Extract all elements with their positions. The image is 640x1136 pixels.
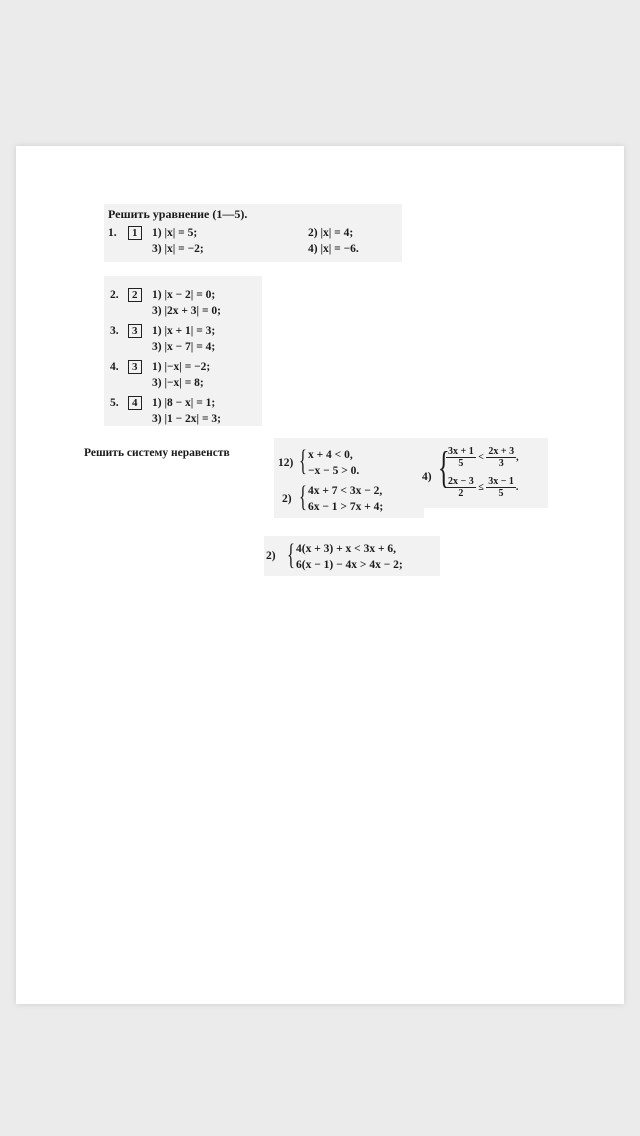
inequality-line: −x − 5 > 0. xyxy=(308,465,360,477)
inequality-line: 6(x − 1) − 4x > 4x − 2; xyxy=(296,559,403,571)
equation-item: 3) |x| = −2; xyxy=(152,243,204,255)
inequality-line-fractions: $\frac{3x + 1}{5}$ < $\frac{2x + 3}{3}$ , xyxy=(448,446,519,469)
problem-box xyxy=(124,396,146,410)
system-label: 12) xyxy=(278,457,294,469)
problem-box xyxy=(124,226,146,240)
equation-item: 1) |x + 1| = 3; xyxy=(152,325,216,337)
inequality-line: 6x − 1 > 7x + 4; xyxy=(308,501,384,513)
section-heading-equations: Решить уравнение (1—5). xyxy=(108,207,248,221)
system-label: 2) xyxy=(282,493,292,505)
brace-icon: { xyxy=(299,444,307,477)
problem-number: 5. xyxy=(110,397,119,409)
difficulty-box: 4 xyxy=(128,396,142,410)
equation-item: 1) |8 − x| = 1; xyxy=(152,397,216,409)
problem-box xyxy=(124,288,146,302)
fraction: $\frac{3x + 1}{5}$ xyxy=(448,446,474,469)
equation-item: 3) |x − 7| = 4; xyxy=(152,341,216,353)
problem-number: 4. xyxy=(110,361,119,373)
equation-item: 2) |x| = 4; xyxy=(308,227,354,239)
system-label: 2) xyxy=(266,550,276,562)
equation-item: 1) |x − 2| = 0; xyxy=(152,289,216,301)
brace-icon: { xyxy=(287,538,295,571)
brace-icon: { xyxy=(438,443,450,492)
inequality-line: x + 4 < 0, xyxy=(308,449,353,461)
inequality-line: 4x + 7 < 3x − 2, xyxy=(308,485,383,497)
inequality-line: 4(x + 3) + x < 3x + 6, xyxy=(296,543,396,555)
difficulty-box: 1 xyxy=(128,226,142,240)
system-label: 4) xyxy=(422,471,432,483)
problem-box xyxy=(124,324,146,338)
document-page xyxy=(16,146,624,1004)
fraction: $\frac{2x - 3}{2}$ xyxy=(448,476,474,499)
inequality-line-fractions: $\frac{2x - 3}{2}$ ≤ $\frac{3x - 1}{5}$ . xyxy=(448,476,519,499)
problem-number: 1. xyxy=(108,227,117,239)
equation-item: 3) |2x + 3| = 0; xyxy=(152,305,221,317)
section-heading-inequalities: Решить систему неравенств xyxy=(84,447,230,459)
equation-item: 3) |1 − 2x| = 3; xyxy=(152,413,221,425)
equation-item: 1) |x| = 5; xyxy=(152,227,198,239)
equation-item: 3) |−x| = 8; xyxy=(152,377,204,389)
problem-box xyxy=(124,360,146,374)
fraction: $\frac{2x + 3}{3}$ xyxy=(488,446,515,469)
brace-icon: { xyxy=(299,480,307,513)
difficulty-box: 2 xyxy=(128,288,142,302)
fraction: $\frac{3x - 1}{5}$ xyxy=(488,476,514,499)
equation-item: 4) |x| = −6. xyxy=(308,243,359,255)
difficulty-box: 3 xyxy=(128,324,142,338)
problem-number: 3. xyxy=(110,325,119,337)
problem-number: 2. xyxy=(110,289,119,301)
difficulty-box: 3 xyxy=(128,360,142,374)
equation-item: 1) |−x| = −2; xyxy=(152,361,211,373)
